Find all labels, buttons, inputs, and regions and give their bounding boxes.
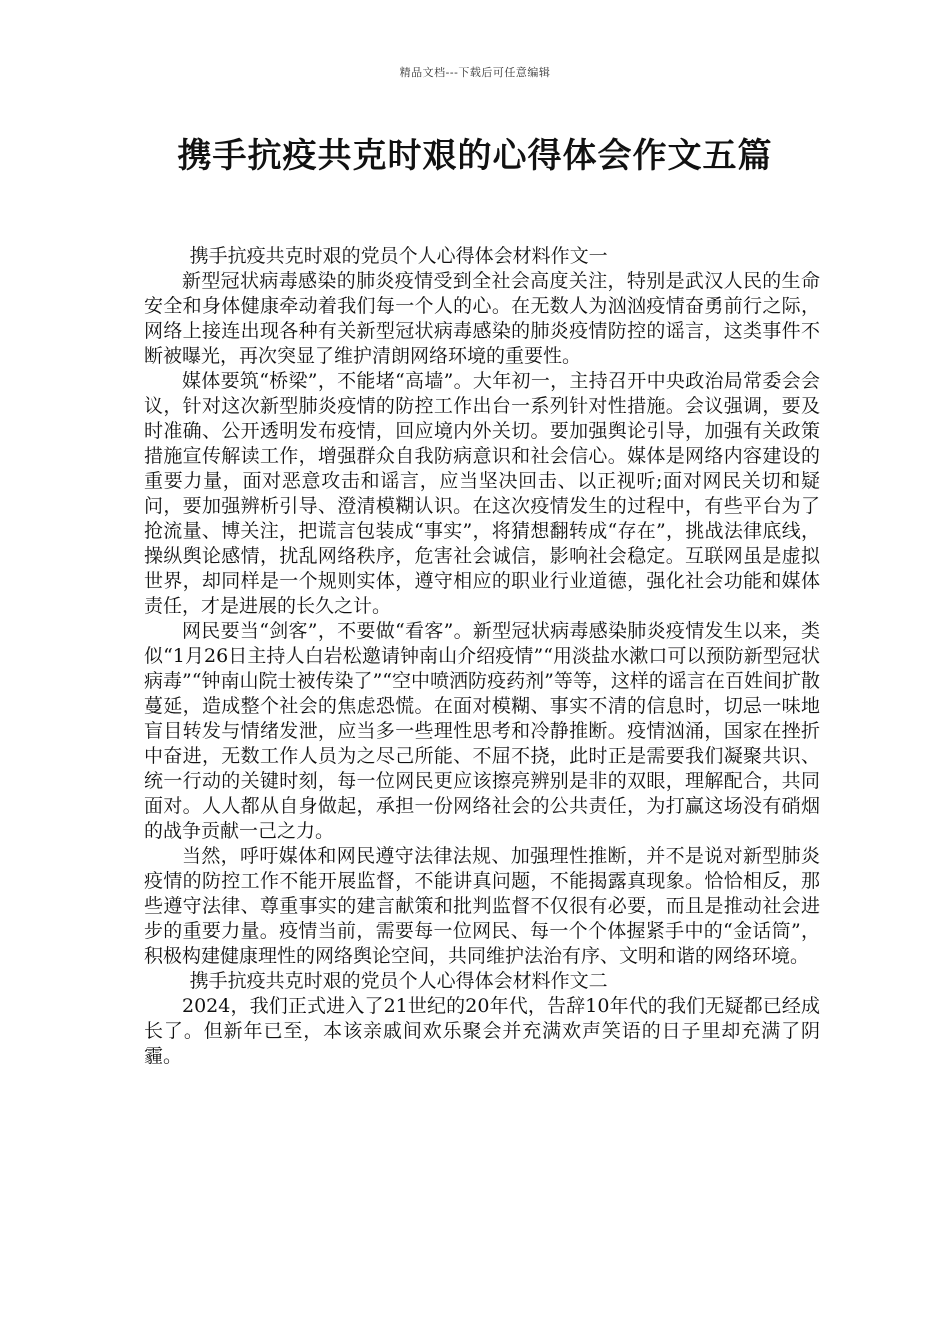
document-title: 携手抗疫共克时艰的心得体会作文五篇 xyxy=(177,136,773,176)
paragraph: 新型冠状病毒感染的肺炎疫情受到全社会高度关注，特别是武汉人民的生命安全和身体健康牵动着我们每一个人的心。在无数人为汹汹疫情奋勇前行之际，网络上接连出现各种有关新型冠状病毒感染的肺炎疫情防控的谣言，这类事件不断被曝光，再次突显了维护清朗网络环境的重要性。 xyxy=(144,270,820,367)
paragraph: 媒体要筑“桥梁”，不能堵“高墙”。大年初一，主持召开中央政治局常委会会议，针对这次新型肺炎疫情的防控工作出台一系列针对性措施。会议强调，要及时准确、公开透明发布疫情，回应境内外关切。要加强舆论引导，加强有关政策措施宣传解读工作，增强群众自我防病意识和社会信心。媒体是网络内容建设的重要力量，面对恶意攻击和谣言，应当坚决回击、以正视听;面对网民关切和疑问，要加强辨析引导、澄清模糊认识。在这次疫情发生的过程中，有些平台为了抢流量、博关注，把谎言包装成“事实”，将猜想翻转成“存在”，挑战法律底线，操纵舆论感情，扰乱网络秩序，危害社会诚信，影响社会稳定。互联网虽是虚拟世界，却同样是一个规则实体，遵守相应的职业行业道德，强化社会功能和媒体责任，才是进展的长久之计。 xyxy=(144,370,820,617)
section-heading-2: 携手抗疫共克时艰的党员个人心得体会材料作文二 xyxy=(189,970,608,992)
document-body xyxy=(144,244,820,1069)
header-note: 精品文档---下载后可任意编辑 xyxy=(399,66,551,79)
paragraph: 2024，我们正式进入了21世纪的20年代，告辞10年代的我们无疑都已经成长了。但新年已至，本该亲戚间欢乐聚会并充满欢声笑语的日子里却充满了阴霾。 xyxy=(144,995,820,1067)
paragraph: 网民要当“剑客”，不要做“看客”。新型冠状病毒感染肺炎疫情发生以来，类似“1月26日主持人白岩松邀请钟南山介绍疫情”“用淡盐水漱口可以预防新型冠状病毒”“钟南山院士被传染了”“空中喷洒防疫药剂”等等，这样的谣言在百姓间扩散蔓延，造成整个社会的焦虑恐慌。在面对模糊、事实不清的信息时，切忌一味地盲目转发与情绪发泄，应当多一些理性思考和冷静推断。疫情汹涌，国家在挫折中奋进，无数工作人员为之尽己所能、不屈不挠，此时正是需要我们凝聚共识、统一行动的关键时刻，每一位网民更应该擦亮辨别是非的双眼，理解配合，共同面对。人人都从自身做起，承担一份网络社会的公共责任，为打赢这场没有硝烟的战争贡献一己之力。 xyxy=(144,620,820,842)
paragraph: 当然，呼吁媒体和网民遵守法律法规、加强理性推断，并不是说对新型肺炎疫情的防控工作不能开展监督，不能讲真问题，不能揭露真现象。恰恰相反，那些遵守法律、尊重事实的建言献策和批判监督不仅很有必要，而且是推动社会进步的重要力量。疫情当前，需要每一位网民、每一个个体握紧手中的“金话筒”，积极构建健康理性的网络舆论空间，共同维护法治有序、文明和谐的网络环境。 xyxy=(144,845,820,967)
section-heading-1: 携手抗疫共克时艰的党员个人心得体会材料作文一 xyxy=(189,245,608,267)
